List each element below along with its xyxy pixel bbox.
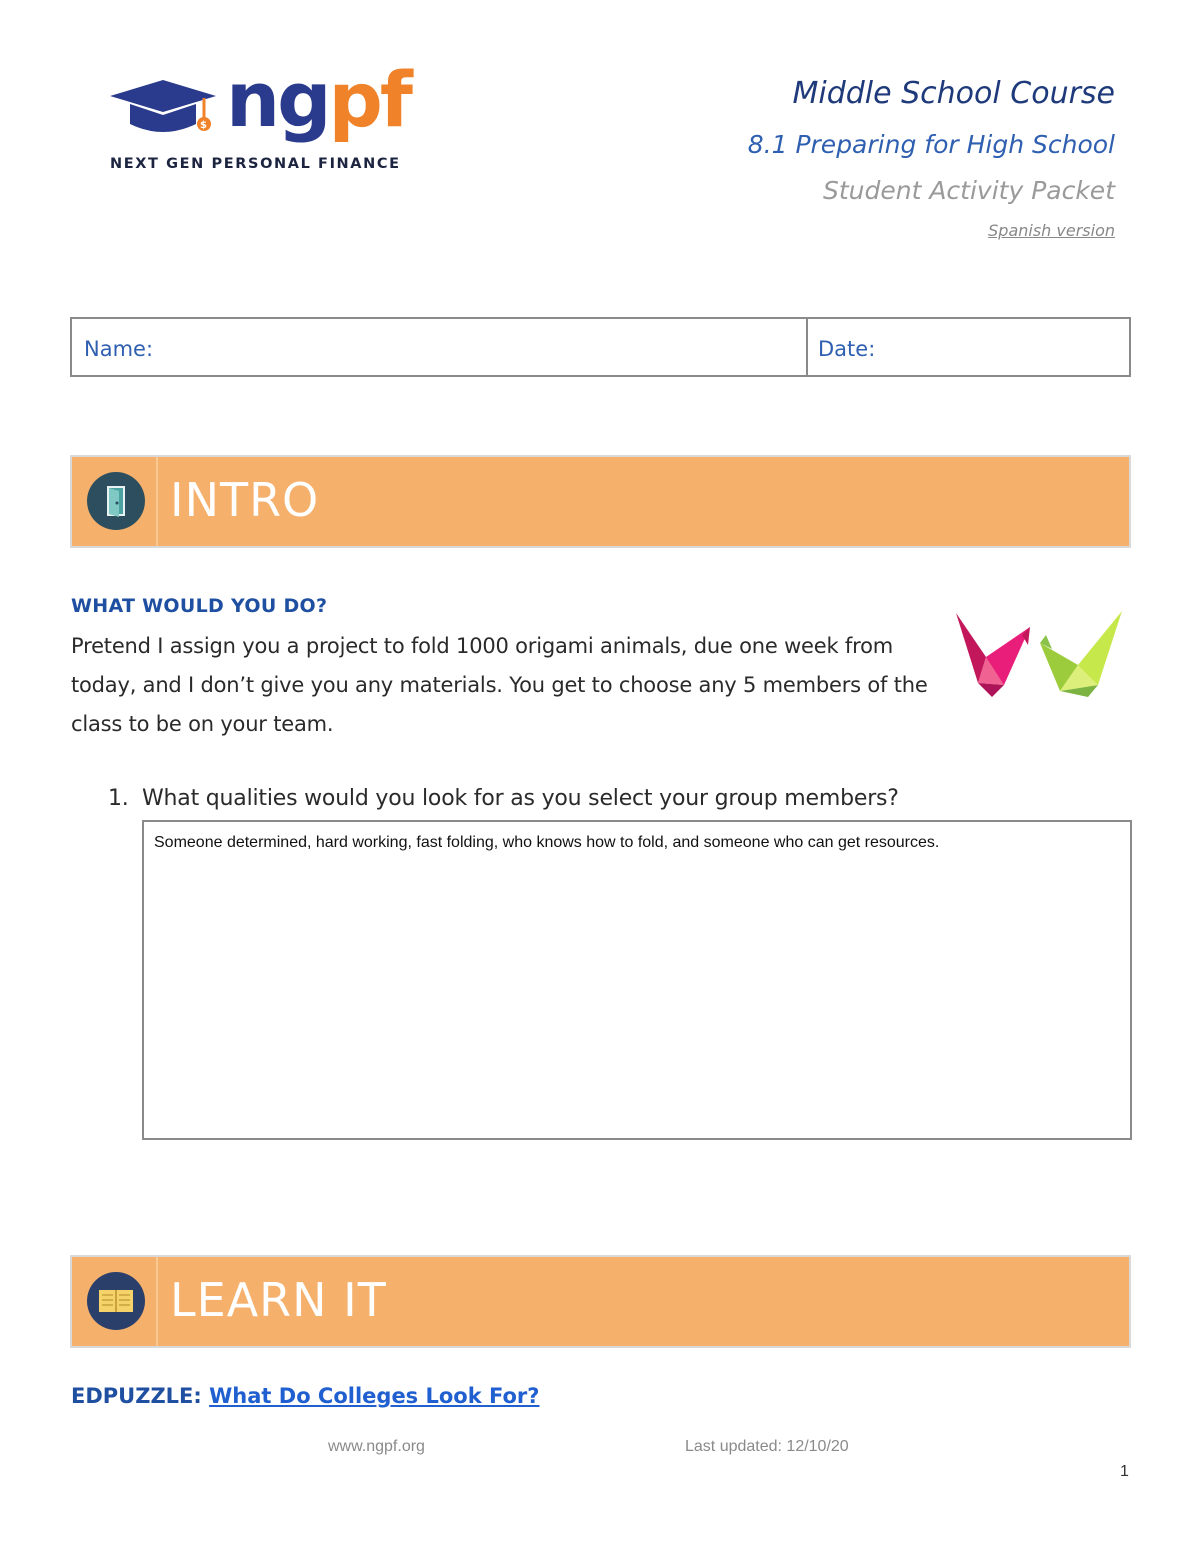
lesson-title: 8.1 Preparing for High School [747,130,1115,159]
banner-divider [156,1257,158,1346]
banner-divider [156,457,158,546]
door-icon [87,472,145,530]
date-field[interactable]: Date: [818,337,876,361]
packet-title: Student Activity Packet [822,176,1115,205]
intro-banner-label: INTRO [170,473,320,527]
question-1 [108,786,899,811]
name-date-table [70,317,1131,377]
origami-cranes-image [948,605,1128,700]
intro-paragraph: Pretend I assign you a project to fold 1000 origami animals, due one week from today, and I don’t give you any materials. You get to choose any 5 members of the class to be on your team. [71,634,928,736]
svg-text:$: $ [200,120,207,131]
answer-text[interactable]: Someone determined, hard working, fast folding, who knows how to fold, and someone who can get resources. [154,834,940,851]
question-number: 1. [108,786,129,811]
intro-banner [70,455,1131,548]
answer-box[interactable] [142,820,1132,1140]
name-field[interactable]: Name: [72,319,808,375]
question-text: What qualities would you look for as you select your group members? [142,786,899,811]
footer-url: www.ngpf.org [328,1438,425,1455]
page-number: 1 [1120,1463,1129,1480]
ngpf-logo [108,55,410,180]
edpuzzle-label: EDPUZZLE: [71,1384,202,1408]
logo-tagline: NEXT GEN PERSONAL FINANCE [110,156,401,172]
graduation-cap-icon [108,78,223,148]
spanish-version-link[interactable]: Spanish version [988,221,1115,240]
footer-last-updated: Last updated: 12/10/20 [685,1438,849,1455]
course-title: Middle School Course [792,76,1115,111]
logo-wordmark: ngpf [226,55,410,144]
book-icon [87,1272,145,1330]
edpuzzle-link[interactable]: What Do Colleges Look For? [209,1384,540,1408]
what-would-you-do-heading: WHAT WOULD YOU DO? [71,595,328,617]
edpuzzle-line [71,1384,539,1408]
learn-it-banner [70,1255,1131,1348]
learn-it-banner-label: LEARN IT [170,1273,387,1327]
